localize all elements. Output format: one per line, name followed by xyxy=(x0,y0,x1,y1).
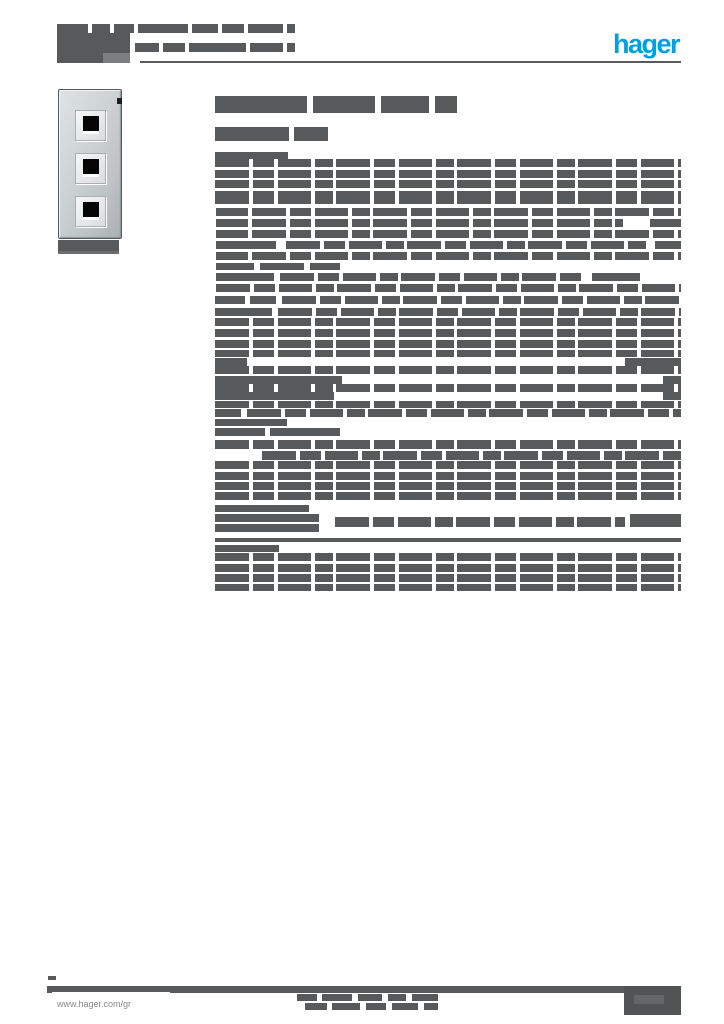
redacted-text-bar xyxy=(270,428,340,436)
redacted-text-bar xyxy=(630,514,681,527)
redacted-text-bar xyxy=(215,492,681,500)
redacted-text-bar xyxy=(248,24,283,33)
redacted-text-bar xyxy=(216,284,681,292)
plate-window xyxy=(75,153,106,184)
redacted-text-bar xyxy=(216,263,254,270)
redacted-text-bar xyxy=(322,994,352,1001)
redacted-text-bar xyxy=(366,1003,386,1010)
redacted-text-bar xyxy=(215,180,681,188)
redacted-text-bar xyxy=(252,208,681,216)
redacted-text-bar xyxy=(215,376,342,384)
redacted-text-bar xyxy=(332,1003,360,1010)
redacted-text-bar xyxy=(305,1003,327,1010)
redacted-text-bar xyxy=(189,43,246,52)
redacted-text-bar xyxy=(215,482,681,490)
redacted-text-bar xyxy=(663,376,681,384)
redacted-text-bar xyxy=(140,61,681,63)
redacted-text-bar xyxy=(48,976,56,980)
redacted-text-bar xyxy=(215,584,681,591)
plate-window-opening xyxy=(82,116,99,134)
redacted-text-bar xyxy=(592,273,640,281)
footer-url: www.hager.com/gr xyxy=(52,992,170,1016)
redacted-text-bar xyxy=(215,401,681,408)
redacted-text-bar xyxy=(335,517,625,527)
redacted-text-bar xyxy=(655,241,681,249)
plate-window-opening xyxy=(82,202,99,220)
redacted-text-bar xyxy=(260,263,304,270)
redacted-text-bar xyxy=(215,329,681,337)
product-photo-cover-plate xyxy=(58,89,122,239)
redacted-text-bar xyxy=(103,53,130,63)
redacted-text-bar xyxy=(250,43,283,52)
redacted-text-bar xyxy=(114,24,134,33)
redacted-text-bar xyxy=(215,308,272,316)
redacted-text-bar xyxy=(287,24,295,33)
redacted-text-bar xyxy=(215,428,265,436)
redacted-text-bar xyxy=(215,296,245,304)
redacted-text-bar xyxy=(280,273,585,281)
redacted-text-bar xyxy=(215,340,681,348)
redacted-text-bar xyxy=(216,208,248,216)
redacted-text-bar xyxy=(294,127,328,141)
redacted-text-bar xyxy=(135,43,159,52)
redacted-text-bar xyxy=(215,170,681,178)
redacted-text-bar xyxy=(215,553,681,561)
redacted-text-bar xyxy=(252,219,623,227)
redacted-text-bar xyxy=(297,994,317,1001)
redacted-text-bar xyxy=(247,409,681,417)
redacted-text-bar xyxy=(215,96,307,113)
product-reference-label xyxy=(58,240,119,254)
redacted-text-bar xyxy=(215,538,681,542)
redacted-text-bar xyxy=(215,524,319,532)
redacted-text-bar xyxy=(215,505,309,512)
redacted-text-bar xyxy=(435,96,457,113)
hager-logo: hager xyxy=(612,29,679,59)
redacted-text-bar xyxy=(358,994,382,1001)
redacted-text-bar xyxy=(215,419,287,426)
redacted-text-bar xyxy=(216,252,248,260)
redacted-text-bar xyxy=(163,43,185,52)
redacted-text-bar xyxy=(222,24,244,33)
redacted-text-bar xyxy=(278,308,681,316)
redacted-text-bar xyxy=(216,230,248,238)
redacted-text-bar xyxy=(215,440,681,449)
page-number xyxy=(634,995,664,1004)
page-number-box xyxy=(624,986,681,1015)
redacted-text-bar xyxy=(287,43,295,52)
redacted-text-bar xyxy=(262,451,681,460)
redacted-text-bar xyxy=(216,219,248,227)
redacted-text-bar xyxy=(57,24,88,33)
redacted-text-bar xyxy=(92,24,110,33)
plate-window xyxy=(75,110,106,141)
redacted-text-bar xyxy=(286,241,648,249)
redacted-text-bar xyxy=(215,472,681,480)
redacted-text-bar xyxy=(313,96,375,113)
redacted-text-bar xyxy=(215,461,681,469)
redacted-text-bar xyxy=(215,384,681,392)
redacted-text-bar xyxy=(215,350,681,357)
redacted-text-bar xyxy=(392,1003,418,1010)
redacted-text-bar xyxy=(215,564,681,572)
plate-window xyxy=(75,196,106,227)
redacted-text-bar xyxy=(424,1003,438,1010)
redacted-text-bar xyxy=(215,152,288,159)
redacted-text-bar xyxy=(252,230,681,238)
redacted-text-bar xyxy=(663,392,681,400)
redacted-text-bar xyxy=(388,994,406,1001)
redacted-text-bar xyxy=(215,514,319,522)
redacted-text-bar xyxy=(216,241,276,249)
redacted-text-bar xyxy=(412,994,438,1001)
plate-fixing-notch xyxy=(117,98,122,104)
redacted-text-bar xyxy=(216,273,274,281)
plate-window-opening xyxy=(82,159,99,177)
redacted-text-bar xyxy=(650,219,681,227)
redacted-text-bar xyxy=(215,366,681,374)
redacted-text-bar xyxy=(282,296,681,304)
redacted-text-bar xyxy=(192,24,218,33)
redacted-text-bar xyxy=(215,574,681,582)
redacted-text-bar xyxy=(215,159,681,167)
redacted-text-bar xyxy=(381,96,429,113)
redacted-text-bar xyxy=(250,296,276,304)
redacted-text-bar xyxy=(310,263,340,270)
redacted-text-bar xyxy=(215,127,289,141)
redacted-text-bar xyxy=(215,392,334,400)
redacted-text-bar xyxy=(625,358,681,366)
redacted-text-bar xyxy=(215,318,681,326)
redacted-text-bar xyxy=(215,197,681,204)
redacted-text-bar xyxy=(215,545,279,552)
redacted-text-bar xyxy=(215,409,241,417)
redacted-text-bar xyxy=(138,24,188,33)
redacted-text-bar xyxy=(252,252,681,260)
redacted-text-bar xyxy=(215,358,247,366)
